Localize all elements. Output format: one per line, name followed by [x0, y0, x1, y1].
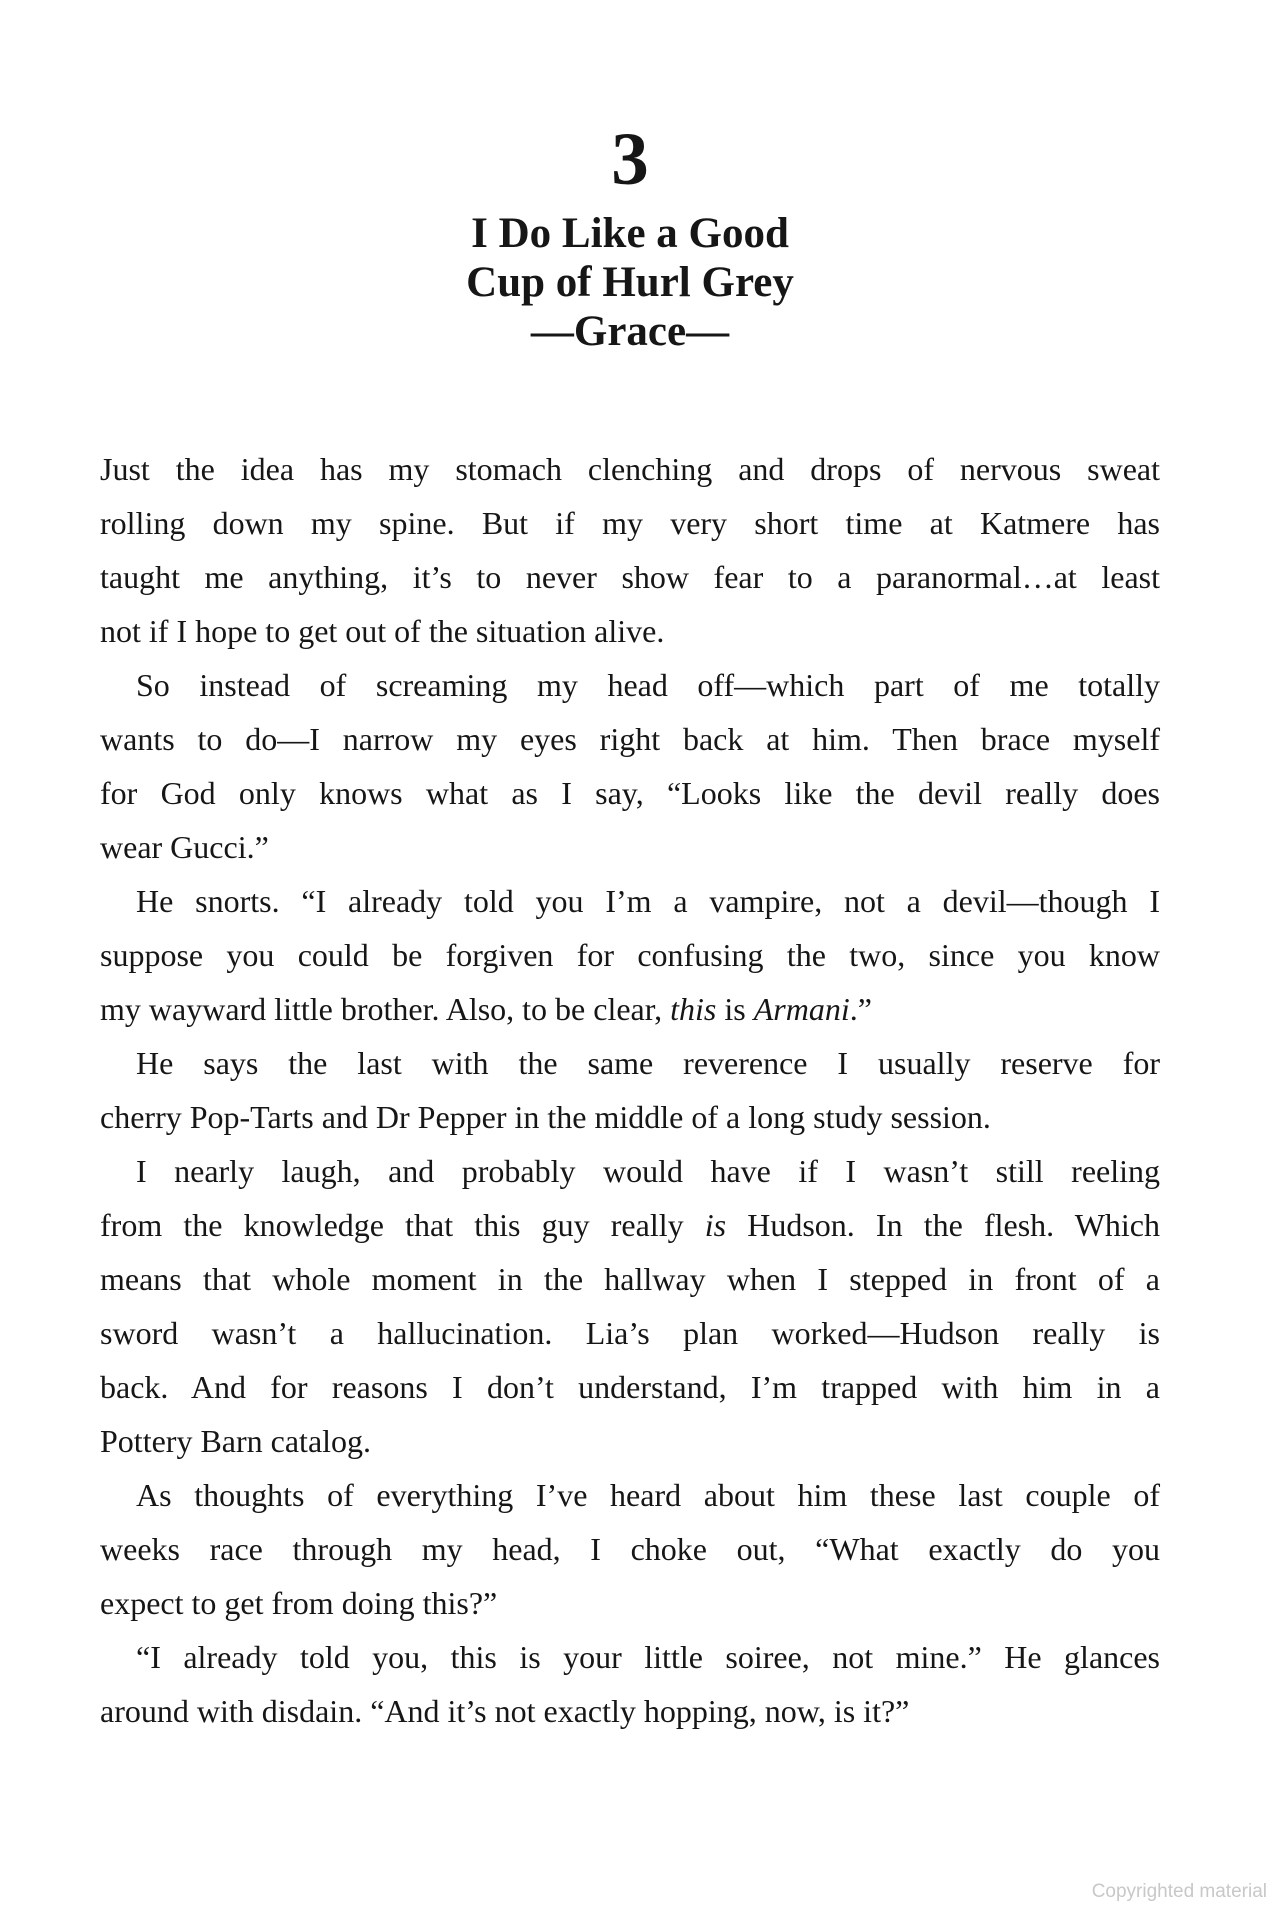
text-line: sword wasn’t a hallucination. Lia’s plan worked—Hudson really is: [100, 1315, 1160, 1351]
text-line: He says the last with the same reverence I usually reserve for: [136, 1045, 1160, 1081]
text-line: suppose you could be forgiven for confusing the two, since you know: [100, 937, 1160, 973]
paragraph: [100, 1630, 1160, 1738]
text-line: cherry Pop-Tarts and Dr Pepper in the middle of a long study session.: [100, 1099, 991, 1135]
text-line: not if I hope to get out of the situation alive.: [100, 613, 665, 649]
chapter-title-line-1: I Do Like a Good: [471, 210, 789, 257]
text-line: wear Gucci.”: [100, 829, 269, 865]
text-line: back. And for reasons I don’t understand, I’m trapped with him in a: [100, 1369, 1160, 1405]
text-line: for God only knows what as I say, “Looks like the devil really does: [100, 775, 1160, 811]
chapter-pov-name: —Grace—: [530, 308, 730, 355]
chapter-heading: [100, 0, 1160, 356]
text-line: As thoughts of everything I’ve heard about him these last couple of: [136, 1477, 1160, 1513]
paragraph: [100, 1468, 1160, 1630]
text-line: Just the idea has my stomach clenching and drops of nervous sweat: [100, 451, 1160, 487]
chapter-title: [100, 209, 1160, 356]
copyright-watermark: Copyrighted material: [1091, 1881, 1267, 1902]
text-line: from the knowledge that this guy really is Hudson. In the flesh. Which: [100, 1207, 1161, 1243]
paragraph: [100, 1036, 1160, 1144]
body-text: [100, 442, 1160, 1738]
text-line: Pottery Barn catalog.: [100, 1423, 372, 1459]
text-line: So instead of screaming my head off—which part of me totally: [136, 667, 1160, 703]
text-line: He snorts. “I already told you I’m a vampire, not a devil—though I: [136, 883, 1160, 919]
text-line: I nearly laugh, and probably would have if I wasn’t still reeling: [136, 1153, 1160, 1189]
chapter-number: 3: [611, 118, 649, 201]
paragraph: [100, 874, 1160, 1036]
text-line: means that whole moment in the hallway when I stepped in front of a: [100, 1261, 1160, 1297]
text-line: taught me anything, it’s to never show fear to a paranormal…at least: [100, 559, 1160, 595]
text-line: wants to do—I narrow my eyes right back at him. Then brace myself: [100, 721, 1160, 757]
paragraph: [100, 442, 1160, 658]
text-line: rolling down my spine. But if my very short time at Katmere has: [100, 505, 1160, 541]
text-line: expect to get from doing this?”: [100, 1585, 498, 1621]
text-line: around with disdain. “And it’s not exactly hopping, now, is it?”: [100, 1693, 910, 1729]
text-line: “I already told you, this is your little soiree, not mine.” He glances: [136, 1639, 1160, 1675]
paragraph: [100, 1144, 1160, 1468]
chapter-title-line-2: Cup of Hurl Grey: [466, 259, 794, 306]
paragraph: [100, 658, 1160, 874]
text-line: my wayward little brother. Also, to be clear, this is Armani.”: [100, 991, 872, 1027]
text-line: weeks race through my head, I choke out, “What exactly do you: [100, 1531, 1160, 1567]
